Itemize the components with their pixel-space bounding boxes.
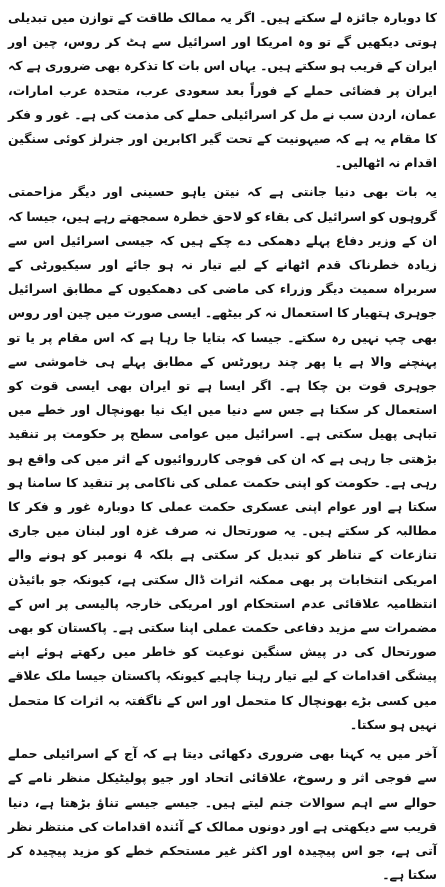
- paragraph-2: یہ بات بھی دنیا جانتی ہے کہ نیتن یاہو حسینی اور دیگر مزاحمتی گروہوں کو اسرائیل کی بقاء کو لاحق خطرہ سمجھتے رہے ہیں، جیسا کہ ان کے وزیر دفاع پہلے دھمکی دے چکے ہیں کہ جیسی اسرائیل اس سے زیادہ خطرناک قدم اٹھانے کے لیے تیار نہ ہو جائے اور سیکیورٹی کے سربراہ سمیت دیگر وزراء کی ماضی کی دھمکیوں کے مطابق اسرائیل جوہری ہتھیار کا استعمال نہ کر بیٹھے۔ ایسی صورت میں چین اور روس بھی چپ نہیں رہ سکتے۔ جیسا کہ بتایا جا رہا ہے کہ اس مقام پر یا تو پہنچنے والا ہے یا پھر چند رپورٹس کے مطابق پہلے ہی خاموشی سے جوہری قوت بن چکا ہے۔ اگر ایسا ہے تو ایران بھی ایسی قوت کو استعمال کر سکتا ہے جس سے دنیا میں ایک نیا بھونچال اور خطے میں تباہی پھیل سکتی ہے۔ اسرائیل میں عوامی سطح پر حکومت پر تنقید بڑھتی جا رہی ہے کہ ان کی فوجی کارروائیوں کے اثر میں کی واقع ہو رہی ہے۔ حکومت کو اپنی حکمت عملی کی ناکامی پر تنقید کا سامنا ہو سکتا ہے اور عوام اپنی عسکری حکمت عملی کا دوبارہ غور و فکر کا مطالبہ کر سکتے ہیں۔ یہ صورتحال نہ صرف غزہ اور لبنان میں جاری تنازعات کے تناظر کو تبدیل کر سکتی ہے بلکہ 4 نومبر کو ہونے والے امریکی انتخابات پر بھی ممکنہ اثرات ڈال سکتی ہے، کیونکہ جو بائیڈن انتظامیہ علاقائی عدم استحکام اور امریکی خارجہ پالیسی پر اس کے مضمرات سے مزید دفاعی حکمت عملی اپنا سکتی ہے۔ پاکستان کو بھی صورتحال کی در پیش سنگین نوعیت کو خاطر میں رکھتے ہوئے اپنے پیشگی اقدامات کے لیے تیار رہنا چاہیے کیونکہ پاکستان جیسا ملک علاقے میں کسی بڑے بھونچال کا متحمل اور اس کے ناگفتہ بہ اثرات کا متحمل نہیں ہو سکتا۔: [8, 184, 437, 732]
- paragraph-1: کا دوبارہ جائزہ لے سکتے ہیں۔ اگر یہ ممالک طاقت کے توازن میں تبدیلی ہوتی دیکھیں گے تو وہ امریکا اور اسرائیل سے ہٹ کر روس، چین اور ایران کے قریب ہو سکتے ہیں۔ یہاں اس بات کا تذکرہ بھی ضروری ہے کہ ایران پر فضائی حملے کے فوراً بعد سعودی عرب، متحدہ عرب امارات، عمان، اردن سب نے مل کر اسرائیلی حملے کی مذمت کی ہے۔ غور و فکر کا مقام یہ ہے کہ صیہونیت کے تحت گیر اکابرین اور جنرلز کوئی سنگین اقدام نہ اٹھالیں۔: [8, 10, 437, 171]
- paragraph-3: آخر میں یہ کہنا بھی ضروری دکھائی دیتا ہے کہ آج کے اسرائیلی حملے سے فوجی اثر و رسوخ، علاقائی اتحاد اور جیو پولیٹیکل منظر نامے کے حوالے سے اہم سوالات جنم لیتے ہیں۔ جیسے جیسے تناؤ بڑھتا ہے، دنیا قریب سے دیکھتی ہے اور دونوں ممالک کے آئندہ اقدامات کی منتظر نظر آتی ہے، جو اس پیچیدہ اور اکثر غیر مستحکم خطے کو مزید پیچیدہ کر سکتا ہے۔: [8, 746, 437, 883]
